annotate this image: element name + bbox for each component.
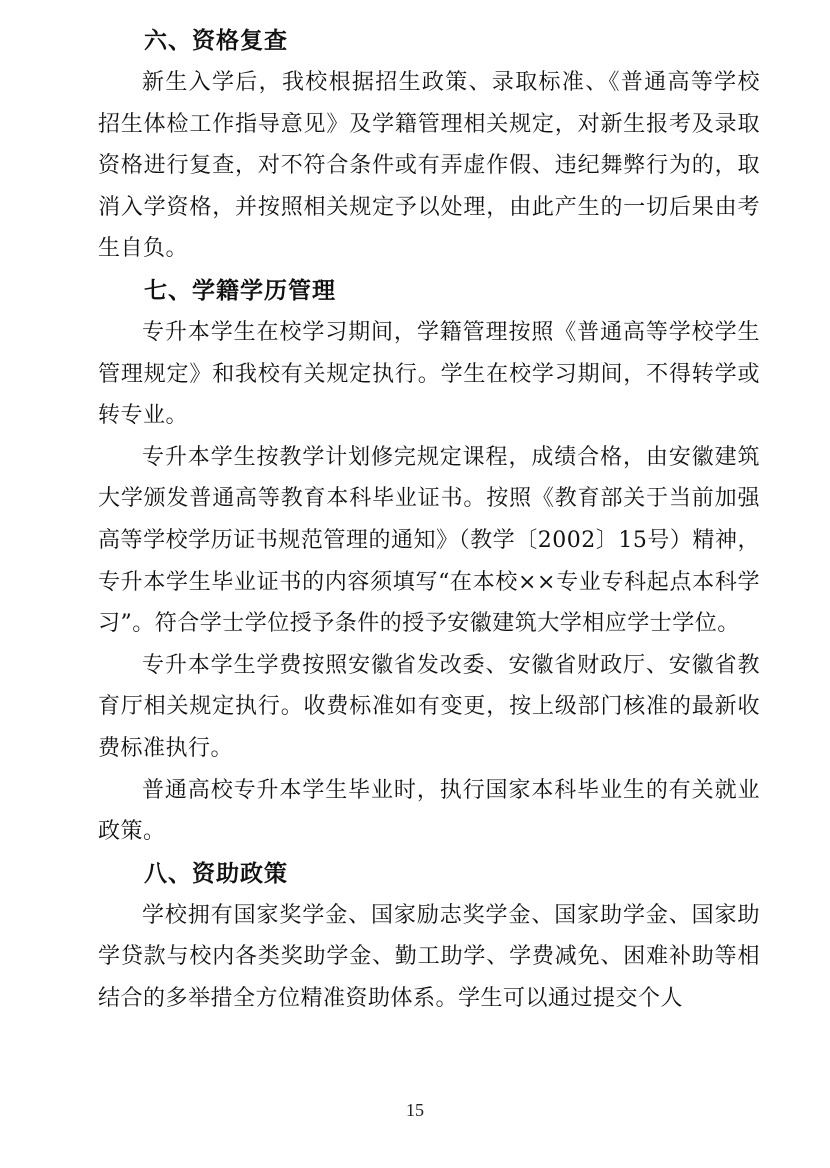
paragraph-status-management: 专升本学生在校学习期间，学籍管理按照《普通高等学校学生管理规定》和我校有关规定执行。学生在校学习期间，不得转学或转专业。	[98, 319, 760, 429]
section-heading-student-status: 七、学籍学历管理	[144, 277, 336, 304]
document-page	[98, 20, 760, 1019]
page-number: 15	[406, 1100, 424, 1120]
section-heading-qualification-review: 六、资格复查	[144, 28, 288, 54]
paragraph-graduation-certificate: 专升本学生按教学计划修完规定课程，成绩合格，由安徽建筑大学颁发普通高等教育本科毕业证书。按照《教育部关于当前加强高等学校学历证书规范管理的通知》（教学〔2002〕15号）精神，专升本学生毕业证书的内容须填写“在本校××专业专科起点本科学习”。符合学士学位授予条件的授予安徽建筑大学相应学士学位。	[98, 444, 761, 637]
paragraph-qualification-review: 新生入学后，我校根据招生政策、录取标准、《普通高等学校招生体检工作指导意见》及学籍管理相关规定，对新生报考及录取资格进行复查，对不符合条件或有弄虚作假、违纪舞弊行为的，取消入学资格，并按照相关规定予以处理，由此产生的一切后果由考生自负。	[98, 70, 760, 262]
section-heading-financial-aid: 八、资助政策	[144, 860, 288, 887]
paragraph-financial-aid: 学校拥有国家奖学金、国家励志奖学金、国家助学金、国家助学贷款与校内各类奖助学金、勤工助学、学费减免、困难补助等相结合的多举措全方位精准资助体系。学生可以通过提交个人	[98, 902, 760, 1011]
paragraph-tuition: 专升本学生学费按照安徽省发改委、安徽省财政厅、安徽省教育厅相关规定执行。收费标准如有变更，按上级部门核准的最新收费标准执行。	[98, 652, 760, 761]
paragraph-employment-policy: 普通高校专升本学生毕业时，执行国家本科毕业生的有关就业政策。	[98, 777, 760, 845]
